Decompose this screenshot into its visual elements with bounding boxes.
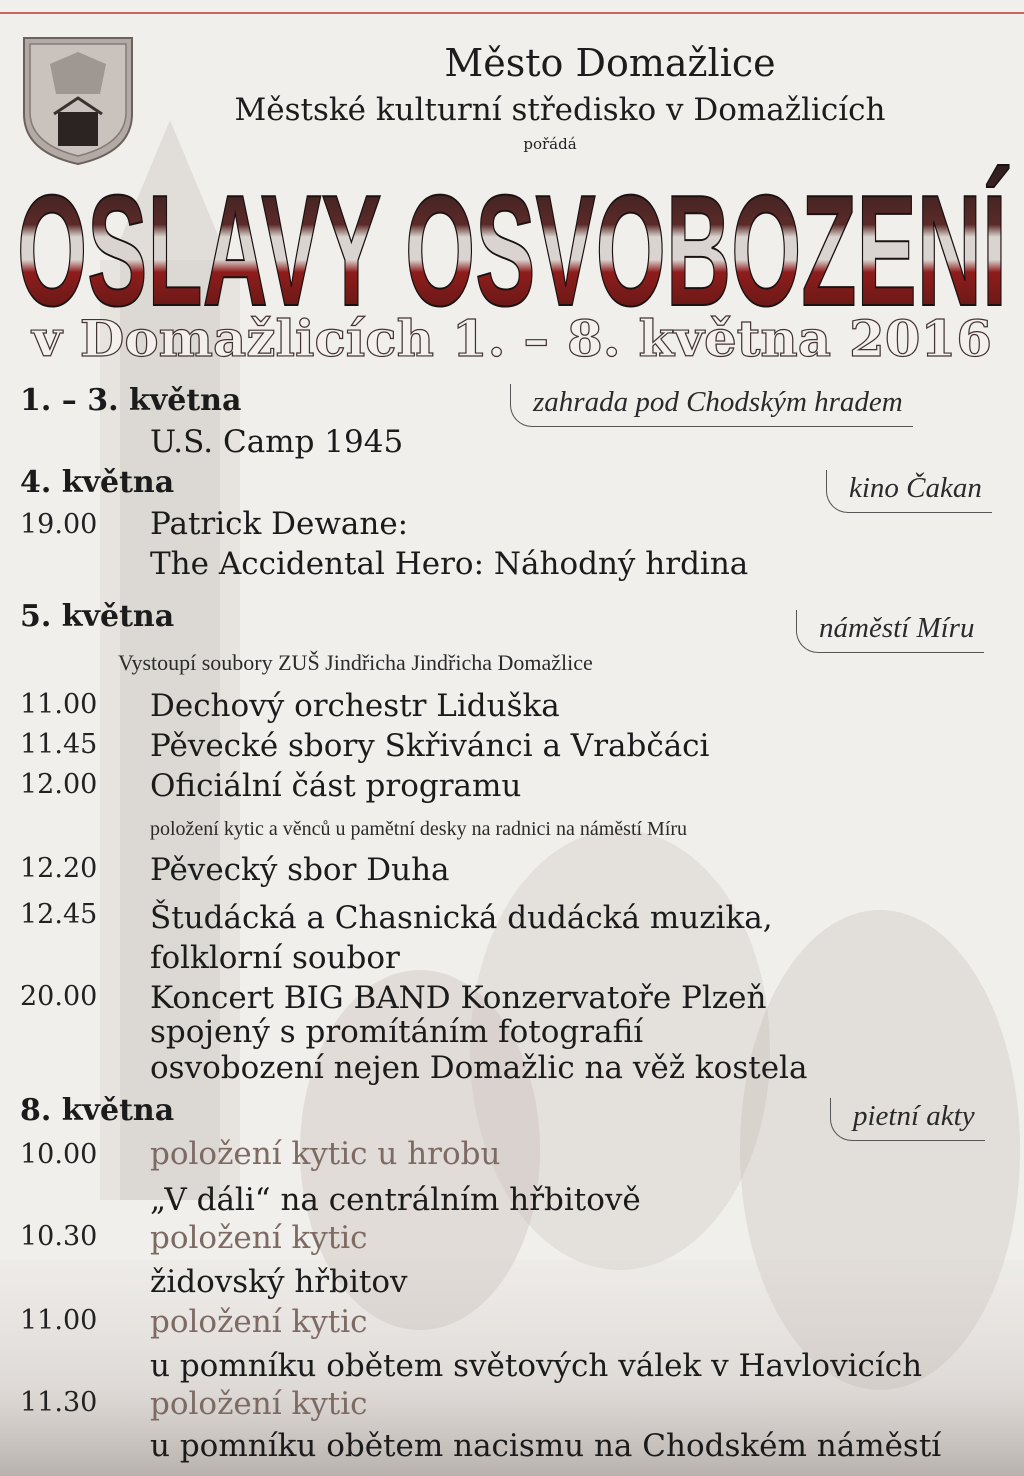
event-line: u pomníku obětem světových válek v Havlovicích — [150, 1348, 923, 1384]
event-time: 12.45 — [20, 899, 98, 930]
event-line: Študácká a Chasnická dudácká muzika, — [150, 900, 773, 936]
event-time: 11.00 — [20, 1305, 98, 1336]
event-time: 11.45 — [20, 729, 98, 760]
dateline-text: v Domažlicích 1. – 8. května 2016 — [30, 309, 992, 368]
venue-label: kino Čakan — [826, 470, 992, 513]
event-line: The Accidental Hero: Náhodný hrdina — [150, 546, 749, 582]
event-line: folklorní soubor — [150, 940, 400, 976]
event-line: Pěvecký sbor Duha — [150, 852, 450, 888]
venue-label: náměstí Míru — [796, 610, 984, 653]
event-line: Patrick Dewane: — [150, 506, 409, 542]
venue-label: zahrada pod Chodským hradem — [510, 384, 913, 427]
event-line: položení kytic — [150, 1386, 368, 1422]
venue-label: pietní akty — [830, 1098, 985, 1141]
event-line: Oficiální část programu — [150, 768, 522, 804]
event-time: 12.00 — [20, 769, 98, 800]
event-time: 11.00 — [20, 689, 98, 720]
event-note: položení kytic a věnců u pamětní desky na radnici na náměstí Míru — [150, 818, 688, 840]
event-line: „V dáli“ na centrálním hřbitově — [150, 1182, 641, 1218]
event-line: položení kytic — [150, 1220, 368, 1256]
event-time: 20.00 — [20, 981, 98, 1012]
event-time: 19.00 — [20, 509, 98, 540]
date-heading: 8. května — [20, 1093, 175, 1128]
event-line: Koncert BIG BAND Konzervatoře Plzeň — [150, 980, 767, 1016]
coat-of-arms-icon — [20, 34, 136, 168]
event-time: 12.20 — [20, 853, 98, 884]
event-line: položení kytic u hrobu — [150, 1136, 501, 1172]
org-subtitle: Městské kulturní středisko v Domažlicích — [234, 92, 886, 128]
event-line: osvobození nejen Domažlic na věž kostela — [150, 1050, 808, 1086]
org-title: Město Domažlice — [444, 41, 776, 85]
program-intro: Vystoupí soubory ZUŠ Jindřicha Jindřicha Domažlice — [118, 650, 593, 675]
event-line: Pěvecké sbory Skřivánci a Vrabčáci — [150, 728, 710, 764]
presents-label: pořádá — [523, 135, 577, 153]
event-line: spojený s promítáním fotografií — [150, 1014, 644, 1050]
date-heading: 5. května — [20, 599, 175, 634]
event-time: 10.30 — [20, 1221, 98, 1252]
event-line: Dechový orchestr Liduška — [150, 688, 560, 724]
event-line: židovský hřbitov — [150, 1264, 408, 1300]
headline-banner — [0, 150, 1024, 380]
date-heading: 4. května — [20, 465, 175, 500]
event-time: 11.30 — [20, 1387, 98, 1418]
date-heading: 1. – 3. května — [20, 383, 242, 418]
headline-text: OSLAVY OSVOBOZENÍ — [17, 163, 1010, 339]
event-time: 10.00 — [20, 1139, 98, 1170]
event-line: položení kytic — [150, 1304, 368, 1340]
event-line: u pomníku obětem nacismu na Chodském náměstí — [150, 1428, 942, 1464]
event-line: U.S. Camp 1945 — [150, 424, 404, 460]
